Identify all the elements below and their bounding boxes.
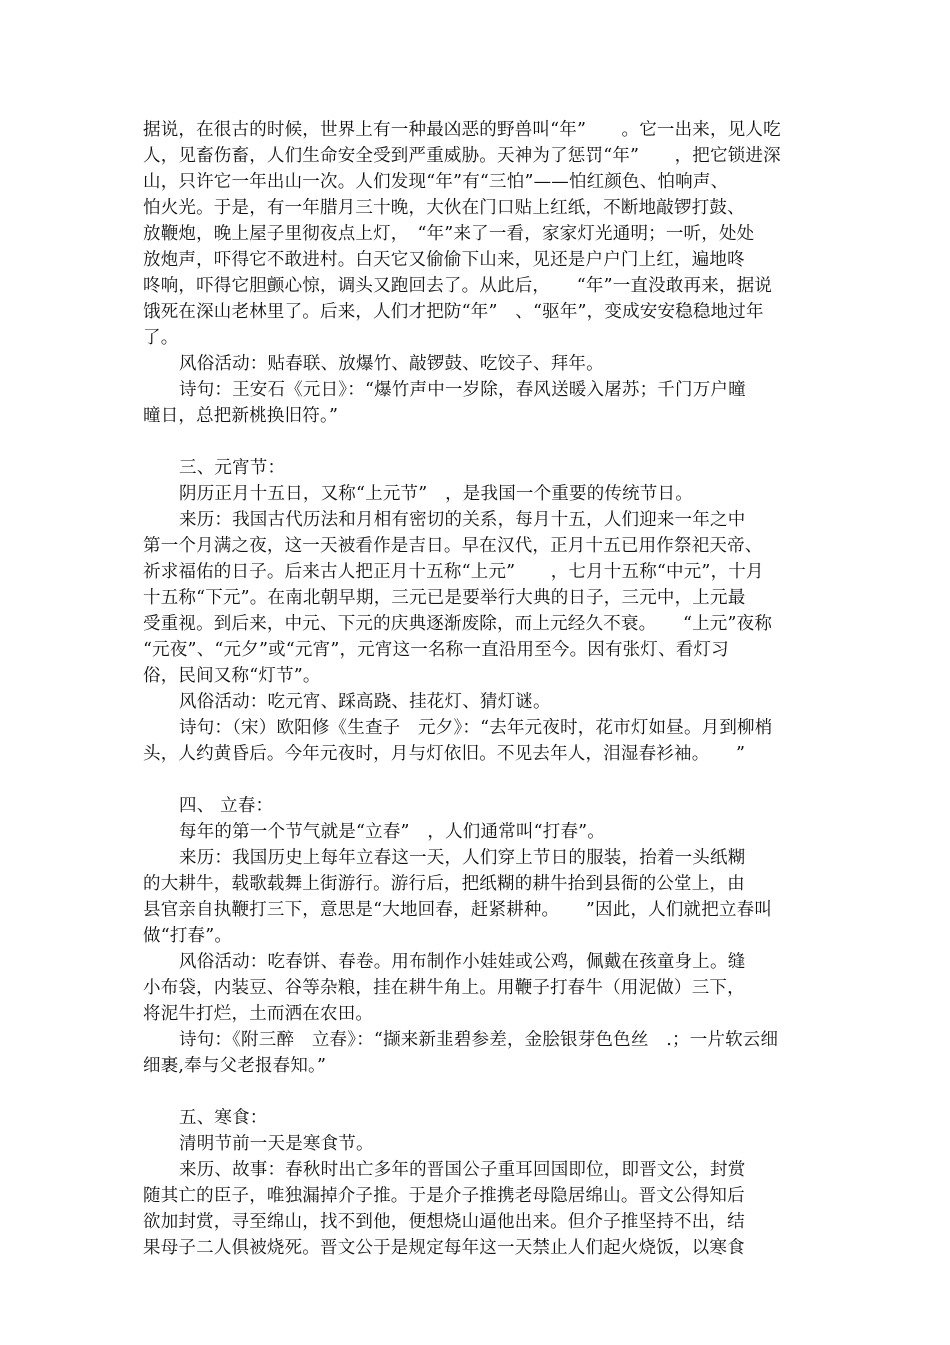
text-line: 每年的第一个节气就是“立春” ，人们通常叫“打春”。 <box>179 822 605 842</box>
text-line: 曈日，总把新桃换旧符。” <box>143 406 339 426</box>
text-line: 随其亡的臣子，唯独漏掉介子推。于是介子推携老母隐居绵山。晋文公得知后 <box>143 1186 745 1206</box>
section-heading: 三、元宵节： <box>179 458 286 478</box>
text-line: 欲加封赏，寻至绵山，找不到他，便想烧山逼他出来。但介子推坚持不出，结 <box>143 1212 745 1232</box>
text-line: 俗，民间又称“灯节”。 <box>143 666 321 686</box>
text-line: 咚响，吓得它胆颤心惊，调头又跑回去了。从此后， “年”一直没敢再来，据说 <box>143 276 773 296</box>
text-line: 放鞭炮，晚上屋子里彻夜点上灯， “年”来了一看，家家灯光通明；一听，处处 <box>143 224 755 244</box>
text-line: 诗句：（宋）欧阳修《生查子 元夕》：“去年元夜时，花市灯如昼。月到柳梢 <box>179 718 773 738</box>
text-line: 十五称“下元”。在南北朝早期，三元已是要举行大典的日子，三元中，上元最 <box>143 588 746 608</box>
text-line: 怕火光。于是，有一年腊月三十晚，大伙在门口贴上红纸，不断地敲锣打鼓、 <box>143 198 745 218</box>
text-line: 阴历正月十五日，又称“上元节” ，是我国一个重要的传统节日。 <box>179 484 693 504</box>
text-line: 诗句：《附三醉 立春》：“撷来新韭碧参差，金脍银芽色色丝 .；一片软云细 <box>179 1030 779 1050</box>
text-line: 人，见畜伤畜，人们生命安全受到严重威胁。天神为了惩罚“年” ，把它锁进深 <box>143 146 781 166</box>
text-line: 来历：我国历史上每年立春这一天，人们穿上节日的服装，抬着一头纸糊 <box>179 848 746 868</box>
text-line: 县官亲自执鞭打三下，意思是“大地回春，赶紧耕种。 ”因此，人们就把立春叫 <box>143 900 773 920</box>
text-line: 诗句：王安石《元日》：“爆竹声中一岁除，春风送暖入屠苏；千门万户曈 <box>179 380 746 400</box>
text-line: 饿死在深山老林里了。后来，人们才把防“年” 、“驱年”，变成安安稳稳地过年 <box>143 302 764 322</box>
text-line: 祈求福佑的日子。后来古人把正月十五称“上元” ，七月十五称“中元”，十月 <box>143 562 764 582</box>
text-line: 细裹,奉与父老报春知。” <box>143 1056 327 1076</box>
text-line: 来历：我国古代历法和月相有密切的关系，每月十五，人们迎来一年之中 <box>179 510 746 530</box>
text-line: 清明节前一天是寒食节。 <box>179 1134 374 1154</box>
text-line: 风俗活动：吃元宵、踩高跷、挂花灯、猜灯谜。 <box>179 692 551 712</box>
section-heading: 四、 立春： <box>179 796 274 816</box>
text-line: 果母子二人俱被烧死。晋文公于是规定每年这一天禁止人们起火烧饭，以寒食 <box>143 1238 745 1258</box>
text-line: 放炮声，吓得它不敢进村。白天它又偷偷下山来，见还是户户门上红，遍地咚 <box>143 250 745 270</box>
text-line: 风俗活动：吃春饼、春卷。用布制作小娃娃或公鸡，佩戴在孩童身上。缝 <box>179 952 746 972</box>
text-line: 来历、故事：春秋时出亡多年的晋国公子重耳回国即位，即晋文公，封赏 <box>179 1160 746 1180</box>
text-line: 了。 <box>143 328 179 348</box>
section-heading: 五、寒食： <box>179 1108 268 1128</box>
text-line: 小布袋，内装豆、谷等杂粮，挂在耕牛角上。用鞭子打春牛（用泥做）三下， <box>143 978 745 998</box>
text-line: 第一个月满之夜，这一天被看作是吉日。早在汉代，正月十五已用作祭祀天帝、 <box>143 536 763 556</box>
text-line: 受重视。到后来，中元、下元的庆典逐渐废除，而上元经久不衰。 “上元”夜称 <box>143 614 773 634</box>
text-line: 做“打春”。 <box>143 926 233 946</box>
text-line: 山，只许它一年出山一次。人们发现“年”有“三怕”——怕红颜色、怕响声、 <box>143 172 729 192</box>
text-line: 风俗活动：贴春联、放爆竹、敲锣鼓、吃饺子、拜年。 <box>179 354 604 374</box>
text-line: 据说，在很古的时候，世界上有一种最凶恶的野兽叫“年” 。它一出来，见人吃 <box>143 120 781 140</box>
text-line: “元夜”、“元夕”或“元宵”，元宵这一名称一直沿用至今。因有张灯、看灯习 <box>143 640 729 660</box>
text-line: 的大耕牛，载歌载舞上街游行。游行后，把纸糊的耕牛抬到县衙的公堂上，由 <box>143 874 745 894</box>
text-line: 头，人约黄昏后。今年元夜时，月与灯依旧。不见去年人，泪湿春衫袖。 ” <box>143 744 746 764</box>
text-line: 将泥牛打烂，土而洒在农田。 <box>143 1004 374 1024</box>
